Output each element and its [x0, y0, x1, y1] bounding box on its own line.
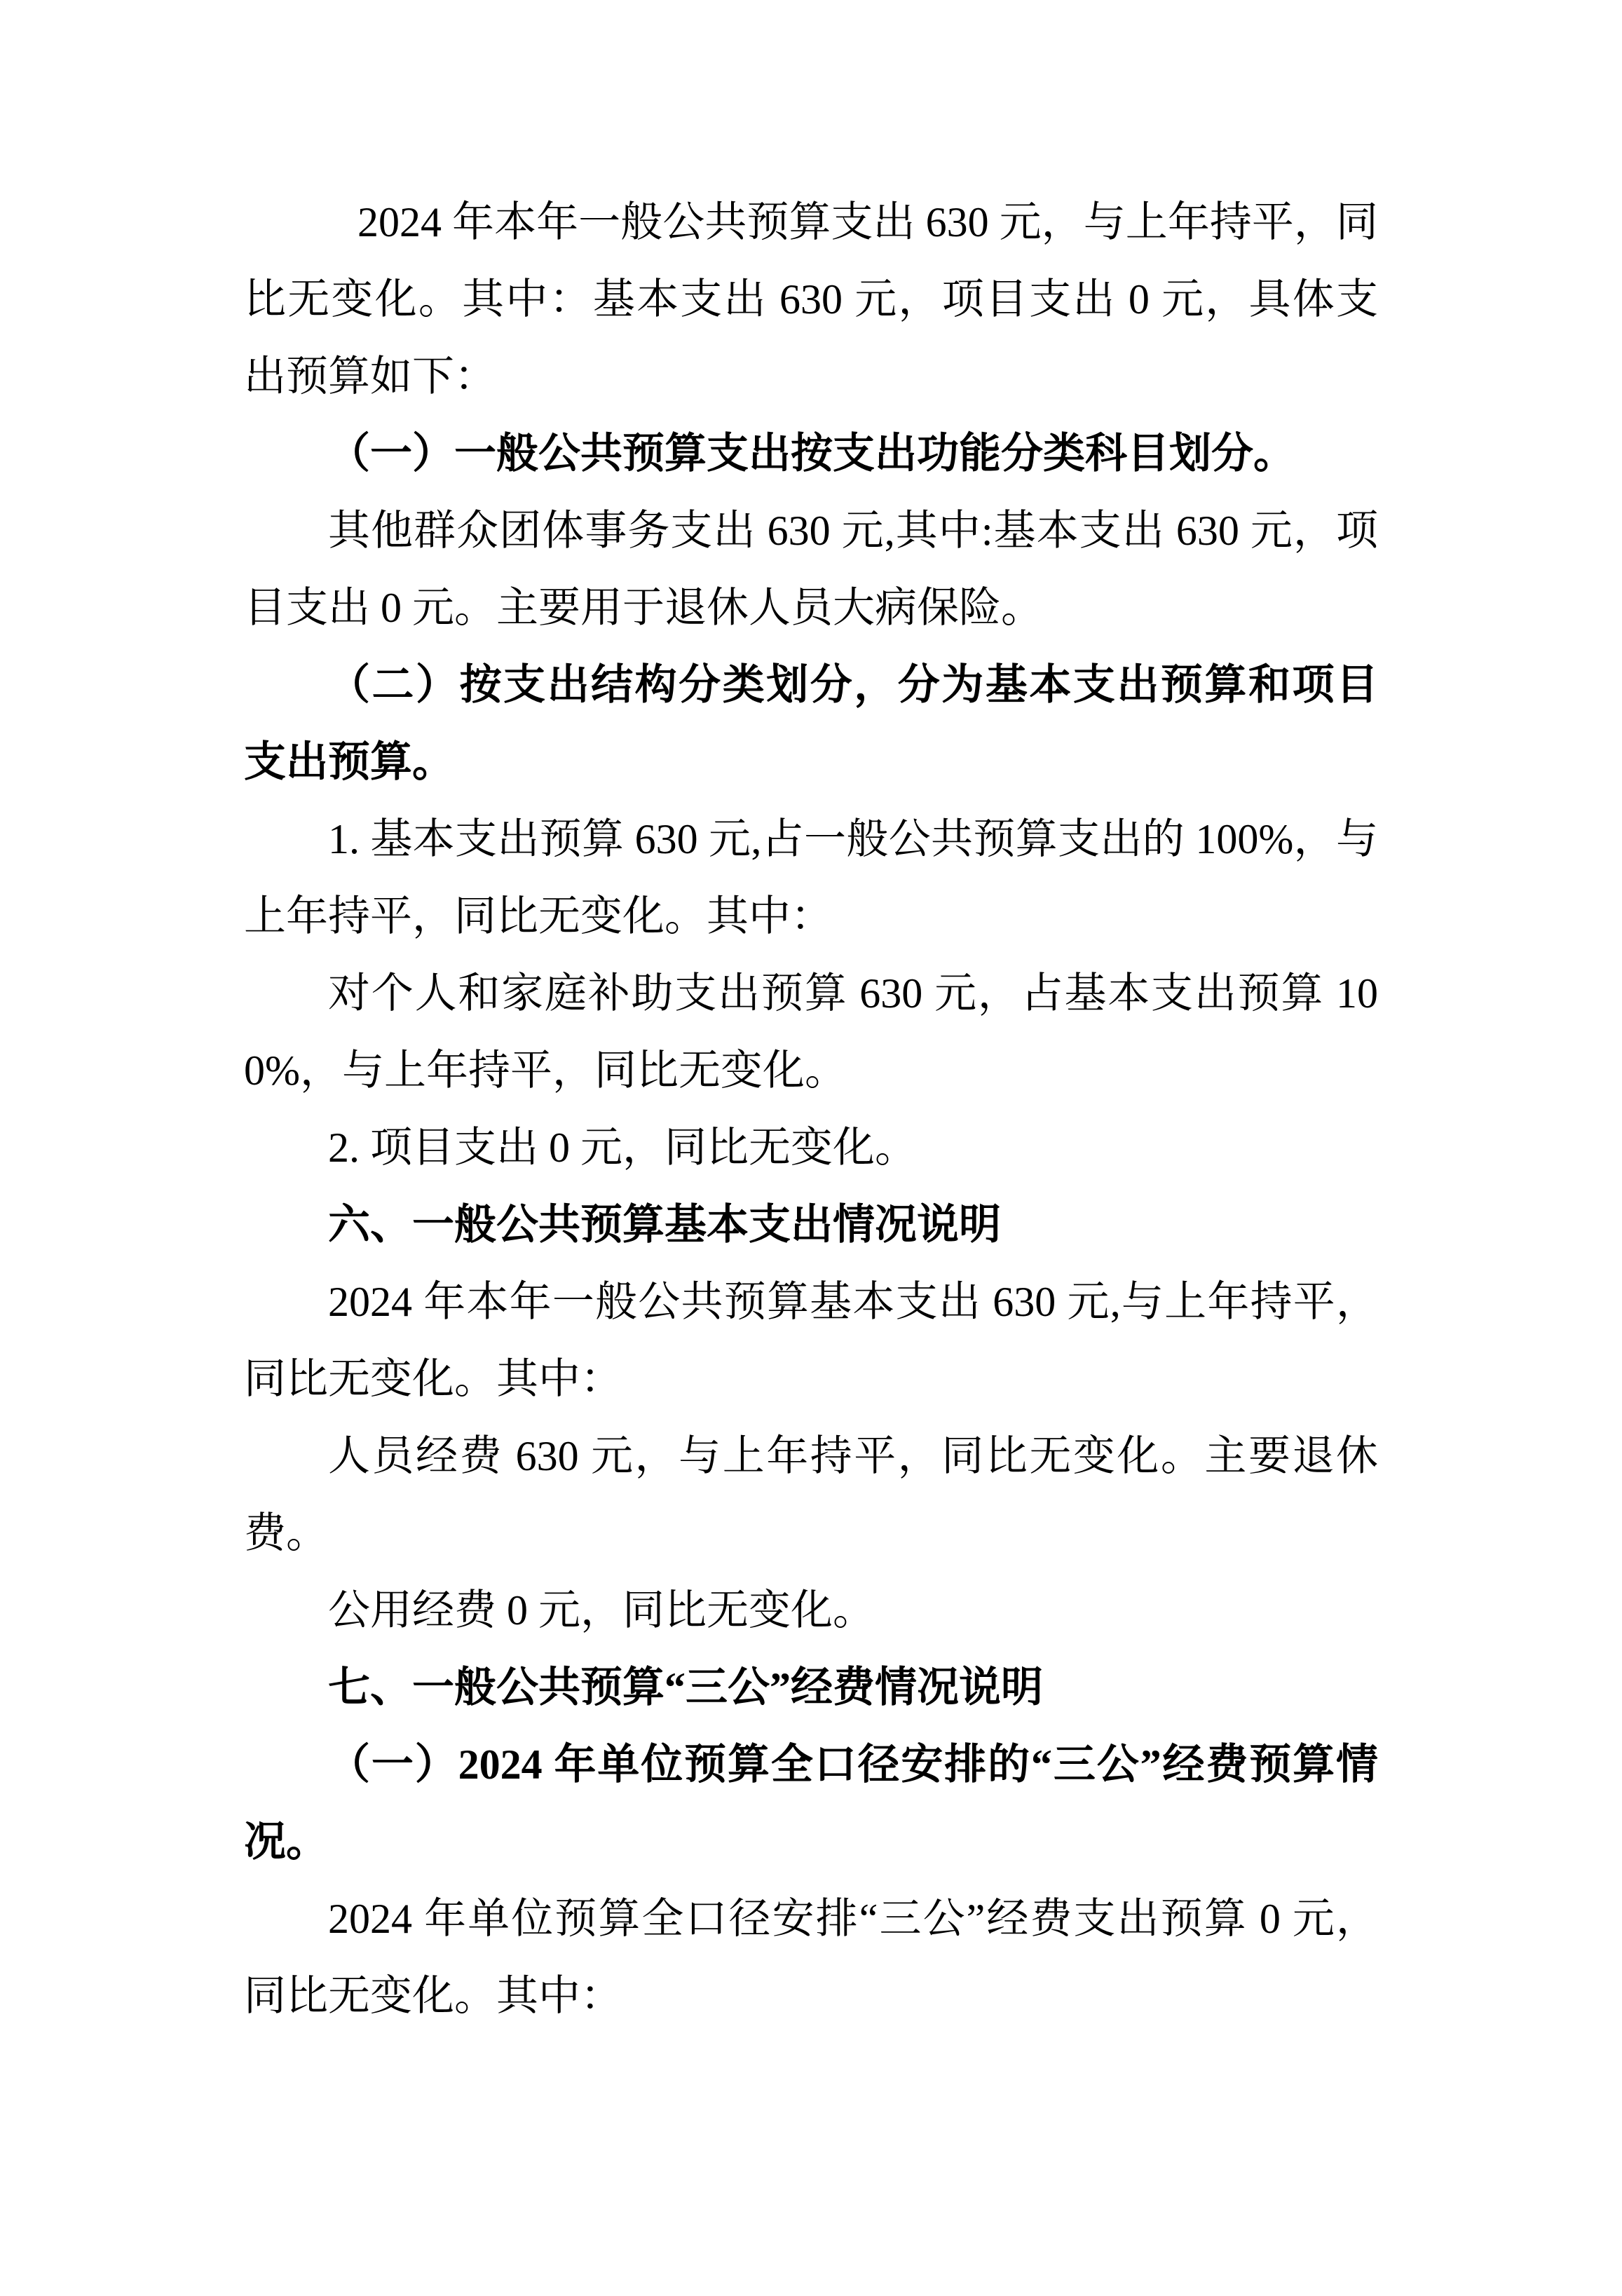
paragraph-budget-expenditure-summary: 2024 年本年一般公共预算支出 630 元，与上年持平，同比无变化。其中：基本支出 630 元，项目支出 0 元，具体支出预算如下：	[244, 199, 1378, 400]
document-body	[244, 184, 1378, 2035]
paragraph-personnel-funds: 人员经费 630 元，与上年持平，同比无变化。主要退休费。	[244, 1433, 1378, 1556]
paragraph-other-mass-org-expenditure: 其他群众团体事务支出 630 元,其中:基本支出 630 元，项目支出 0 元。主要用于退休人员大病保险。	[244, 508, 1378, 631]
paragraph-individual-family-subsidy: 对个人和家庭补助支出预算 630 元，占基本支出预算 100%，与上年持平，同比无变化。	[244, 970, 1378, 1094]
paragraph-basic-expenditure-2024: 2024 年本年一般公共预算基本支出 630 元,与上年持平，同比无变化。其中：	[244, 1279, 1378, 1402]
heading-functional-classification: （一）一般公共预算支出按支出功能分类科目划分。	[328, 430, 1295, 477]
heading-three-public-budget-2024: （一）2024 年单位预算全口径安排的“三公”经费预算情况。	[244, 1741, 1378, 1865]
paragraph-project-expenditure: 2. 项目支出 0 元，同比无变化。	[328, 1125, 917, 1171]
heading-section-six-basic-expenditure: 六、一般公共预算基本支出情况说明	[328, 1202, 1001, 1248]
paragraph-basic-expenditure-budget: 1. 基本支出预算 630 元,占一般公共预算支出的 100%，与上年持平，同比无变化。其中：	[244, 816, 1378, 939]
heading-section-seven-three-public: 七、一般公共预算“三公”经费情况说明	[328, 1664, 1043, 1711]
paragraph-public-funds: 公用经费 0 元，同比无变化。	[328, 1587, 875, 1633]
paragraph-three-public-expenditure: 2024 年单位预算全口径安排“三公”经费支出预算 0 元，同比无变化。其中：	[244, 1896, 1378, 2019]
heading-structural-classification: （二）按支出结构分类划分，分为基本支出预算和项目支出预算。	[244, 662, 1378, 785]
